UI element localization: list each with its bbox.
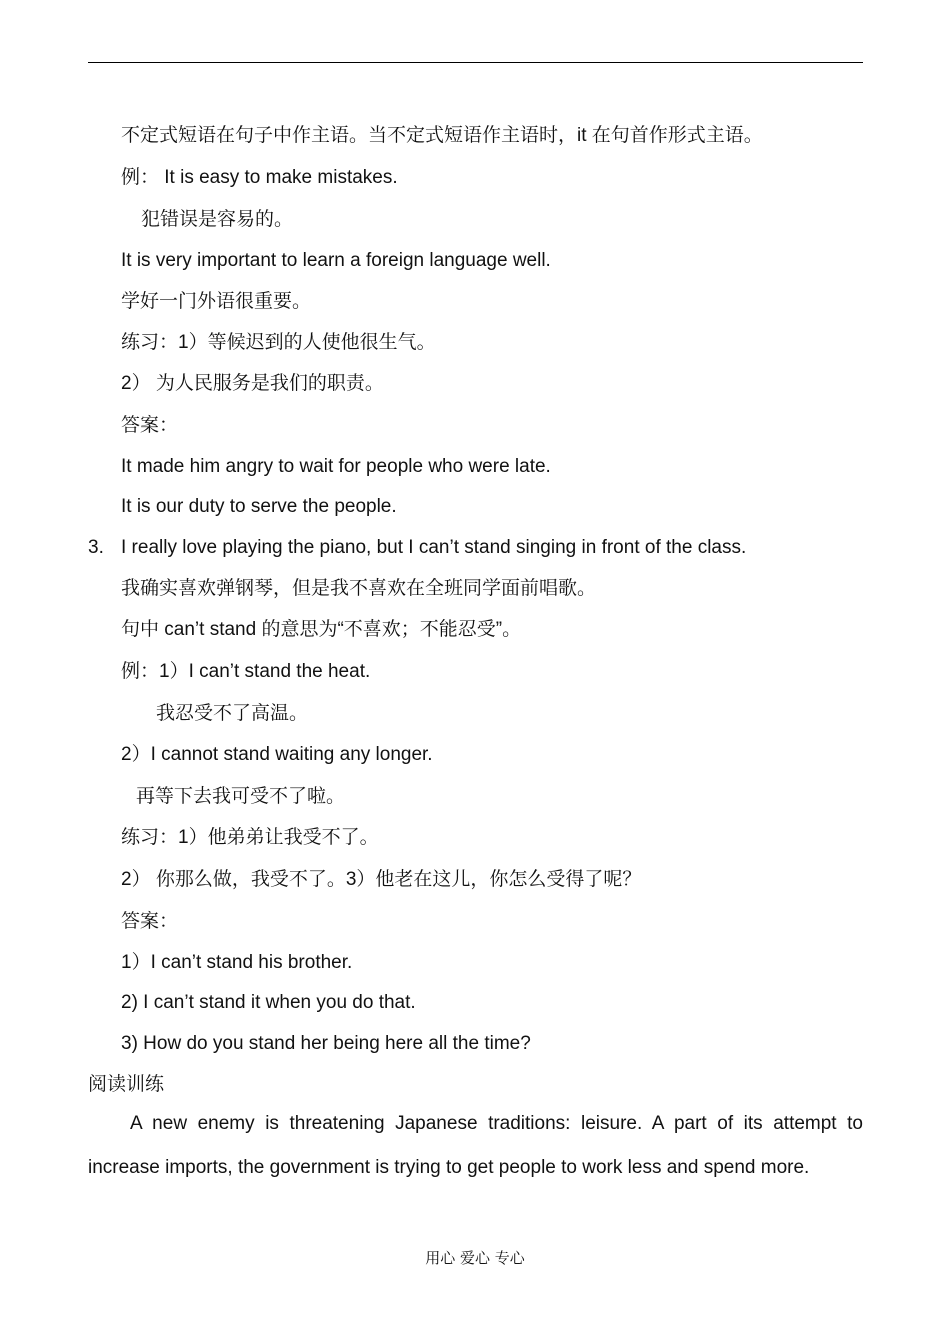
text-line: 我忍受不了高温。 <box>156 703 309 724</box>
text-line: 不定式短语在句子中作主语。当不定式短语作主语时，it 在句首作形式主语。 <box>121 125 763 146</box>
reading-paragraph: A new enemy is threatening Japanese traditions: leisure. A part of its attempt to increase imports, the government is trying to get people to work less and spend more. <box>88 1113 863 1178</box>
text-line: 1）I can’t stand his brother. <box>121 952 353 973</box>
text-line: 2）I cannot stand waiting any longer. <box>121 744 433 765</box>
text-line: 再等下去我可受不了啦。 <box>136 786 346 807</box>
text-line: 3) How do you stand her being here all the time? <box>121 1033 531 1054</box>
page-footer: 用心 爱心 专心 <box>425 1249 525 1267</box>
text-line: It is our duty to serve the people. <box>121 496 397 517</box>
text-line: It made him angry to wait for people who were late. <box>121 456 551 477</box>
text-line: 我确实喜欢弹钢琴，但是我不喜欢在全班同学面前唱歌。 <box>121 578 597 599</box>
text-line: 答案： <box>121 911 179 932</box>
text-line: 例：1）I can’t stand the heat. <box>121 661 371 682</box>
text-line: 犯错误是容易的。 <box>141 209 294 230</box>
text-line: 2） 为人民服务是我们的职责。 <box>121 373 384 394</box>
text-line: 例： It is easy to make mistakes. <box>121 167 398 188</box>
item-number: 3. <box>88 537 104 558</box>
text-line: 句中 can’t stand 的意思为“不喜欢；不能忍受”。 <box>121 619 522 640</box>
text-line: 学好一门外语很重要。 <box>121 291 312 312</box>
text-line: 答案： <box>121 415 179 436</box>
text-line: 练习：1）他弟弟让我受不了。 <box>121 827 379 848</box>
header-rule <box>88 62 863 63</box>
text-line: It is very important to learn a foreign language well. <box>121 250 551 271</box>
text-line: 练习：1）等候迟到的人使他很生气。 <box>121 332 436 353</box>
text-line: 2) I can’t stand it when you do that. <box>121 992 416 1013</box>
text-line: I really love playing the piano, but I can’t stand singing in front of the class. <box>121 537 747 558</box>
section-title: 阅读训练 <box>88 1074 165 1095</box>
text-line: 2） 你那么做，我受不了。3）他老在这儿，你怎么受得了呢？ <box>121 869 642 890</box>
